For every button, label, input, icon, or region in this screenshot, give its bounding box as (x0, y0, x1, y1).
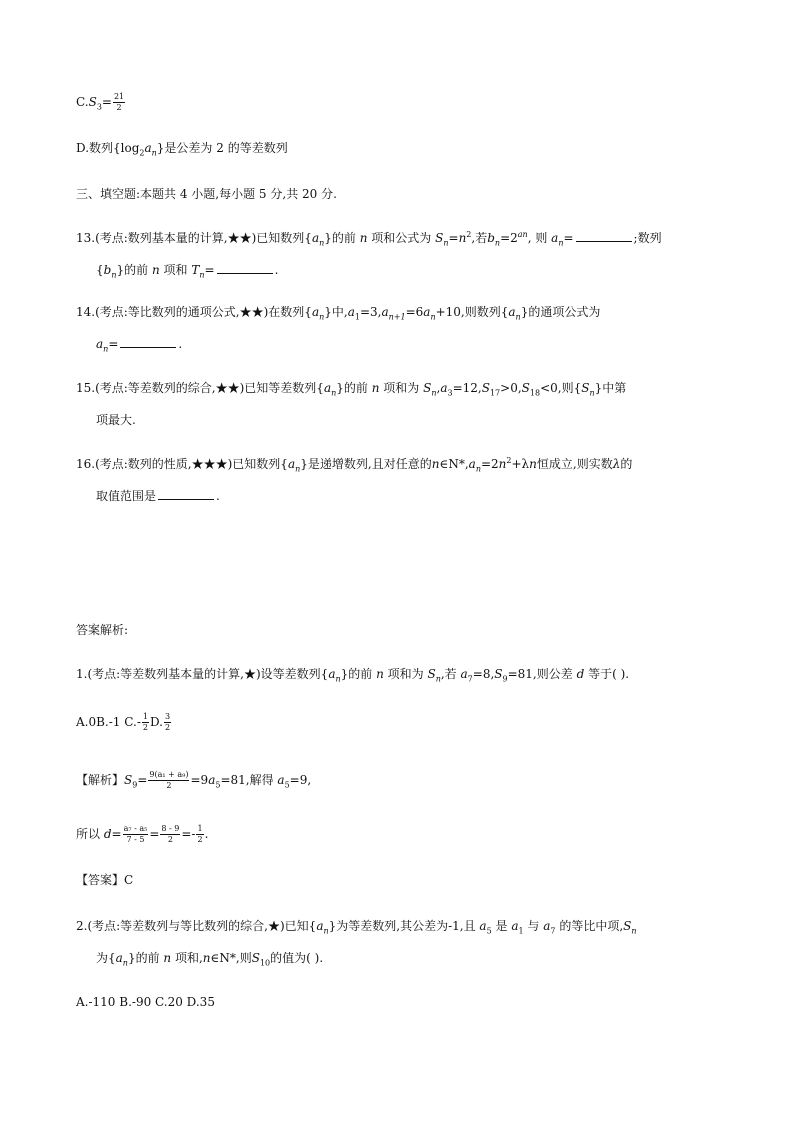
answer-blank[interactable] (120, 337, 176, 348)
option-d: D.数列$\{\log_2a_n\}$是公差为 2 的等差数列 (76, 141, 288, 158)
answer-2-question-line2: 为$\{a_n\}$的前 n 项和,n∈N*,则$S_{10}$的值为( ). (96, 951, 324, 968)
question-16: 16.(考点:数列的性质,★★★)已知数列$\{a_n\}$是递增数列,且对任意的$n\in N*,a_n=2n^2+\lambda n$恒成立,则实数λ的 (76, 456, 633, 474)
option-c: $C.S_3=$ $\frac{21}{2}$ (76, 92, 125, 112)
answer-blank[interactable] (158, 489, 214, 500)
answer-1-solution-2: 所以 d= $\frac{\text{a₇ - a₅}}{7 - 5}$ = $\frac{8 - 9}{2}$ =- $\frac{1}{2}$ . (76, 824, 209, 844)
answer-1-options: A.0B.-1 C.- $\frac{1}{2}$ D. $\frac{3}{2}$ (76, 712, 171, 732)
section-heading: 三、填空题:本题共 4 小题,每小题 5 分,共 20 分. (76, 187, 337, 201)
question-15-line2: 项最大. (96, 413, 136, 427)
fraction: $\frac{21}{2}$ (113, 92, 125, 112)
question-13-line2: $\{b_n\}$的前 n 项和 $T_n=$ . (96, 263, 279, 280)
question-15: 15.(考点:等差数列的综合,★★)已知等差数列$\{a_n\}$的前 n 项和为 $S_n,a_3=12,S_{17}>0,S_{18}<0$,则$\{S_n\}$中第 (76, 381, 627, 398)
answer-1-solution: 【解析】$S_9=$ $\frac{\text{9(a₁ + a₉)}}{2}$ $=9a_5=81$,解得 $a_5=9$, (76, 770, 312, 790)
question-13: 13.(考点:数列基本量的计算,★★)已知数列$\{a_n\}$的前 n 项和公式为 $S_n=n^2$,若$b_n=2^{an}$, 则 $a_n=$ ;数列 (76, 230, 662, 248)
answer-blank[interactable] (576, 231, 632, 242)
question-14-line2: $a_n=$ . (96, 337, 183, 354)
answer-blank[interactable] (217, 263, 273, 274)
answer-1-question: 1.(考点:等差数列基本量的计算,★)设等差数列$\{a_n\}$的前 n 项和为 $S_n$,若 $a_7=8,S_9=81$,则公差 d 等于( ). (76, 667, 630, 684)
answer-2-question: 2.(考点:等差数列与等比数列的综合,★)已知$\{a_n\}$为等差数列,其公差为-1,且 $a_5$ 是 $a_1$ 与 $a_7$ 的等比中项$,S_n$ (76, 919, 637, 936)
question-14: 14.(考点:等比数列的通项公式,★★)在数列$\{a_n\}$中$,a_1=3,a_{n+1}=6a_n+10$,则数列$\{a_n\}$的通项公式为 (76, 305, 601, 322)
answers-heading: 答案解析: (76, 623, 129, 637)
answer-1-key: 【答案】C (76, 873, 134, 887)
answer-2-options: A.-110 B.-90 C.20 D.35 (76, 995, 215, 1009)
question-16-line2: 取值范围是 . (96, 489, 220, 503)
